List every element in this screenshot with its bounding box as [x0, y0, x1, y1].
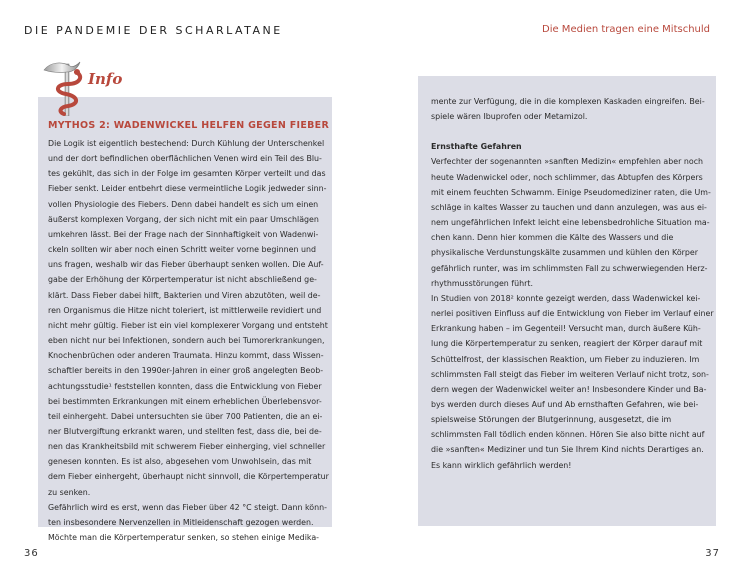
page-number-left: 36 — [24, 548, 39, 559]
text-line: zu senken. — [48, 487, 91, 497]
text-line: Erkrankung haben – im Gegenteil! Versucht man, durch äußere Küh- — [431, 324, 701, 334]
text-line: achtungsstudie¹ feststellen konnten, dass die Entwicklung von Fieber — [48, 381, 322, 391]
text-line: klärt. Dass Fieber dabei hilft, Bakterien und Viren abzutöten, weil de- — [48, 290, 321, 300]
text-line: Fieber senkt. Leider entbehrt diese vermeintliche Logik jedweder sinn- — [48, 184, 327, 194]
text-line: und der dort befindlichen oberflächlichen Venen wird ein Teil des Blu- — [48, 154, 322, 164]
text-line: uns fragen, weshalb wir das Fieber überhaupt senken wollen. Die Auf- — [48, 260, 324, 270]
text-line: schaftler bereits in den 1990er-Jahren in einer groß angelegten Beob- — [48, 366, 324, 376]
text-line: genesen konnten. Es ist also, abgesehen vom Unwohlsein, das mit — [48, 457, 312, 467]
text-line: ckeln sollten wir aber noch einen Schritt weiter vorne beginnen und — [48, 245, 316, 255]
text-line: ten insbesondere Nervenzellen in Mitleidenschaft gezogen werden. — [48, 517, 314, 527]
text-line: teil einhergeht. Dabei untersuchten sie über 700 Patienten, die an ei- — [48, 411, 323, 421]
text-line: Knochenbrüchen oder anderen Traumata. Hinzu kommt, dass Wissen- — [48, 351, 324, 361]
staff-with-snake-icon — [40, 58, 90, 116]
running-head-right: Die Medien tragen eine Mitschuld — [542, 24, 710, 35]
text-line: Möchte man die Körpertemperatur senken, so stehen einige Medika- — [48, 533, 319, 543]
text-line: nen das Krankheitsbild mit schwerem Fieber einherging, viel schneller — [48, 442, 326, 452]
text-line: ren Organismus die Hitze nicht toleriert, ist mittlerweile revidiert und — [48, 305, 322, 315]
text-line: gabe der Erhöhung der Körpertemperatur ist nicht abschließend ge- — [48, 275, 317, 285]
text-line: chen kann. Denn hier kommen die Kälte des Wassers und die — [431, 233, 674, 243]
text-line: Die Logik ist eigentlich bestechend: Durch Kühlung der Unterschenkel — [48, 139, 325, 148]
text-line: gefährlich runter, was im schlimmsten Fall zu schwerwiegenden Herz- — [431, 263, 708, 273]
text-line: die »sanften« Mediziner und tun Sie Ihrem Kind nichts Derartiges an. — [431, 445, 704, 455]
text-line: tes gekühlt, das sich in der Folge im gesamten Körper verteilt und das — [48, 169, 326, 179]
running-head-left: DIE PANDEMIE DER SCHARLATANE — [24, 24, 283, 37]
info-box-title: MYTHOS 2: WADENWICKEL HELFEN GEGEN FIEBER — [48, 120, 330, 131]
text-line: spielsweise Störungen der Blutgerinnung, ausgesetzt, die im — [431, 415, 672, 425]
text-line: dem Fieber einhergeht, überhaupt nicht sinnvoll, die Körpertemperatur — [48, 472, 329, 482]
text-line: In Studien von 2018² konnte gezeigt werden, dass Wadenwickel kei- — [431, 293, 701, 303]
text-line: Verfechter der sogenannten »sanften Medizin« empfehlen aber noch — [431, 157, 704, 167]
text-line: äußerst komplexen Vorgang, der sich nicht mit ein paar Umschlägen — [48, 214, 319, 224]
text-line: Gefährlich wird es erst, wenn das Fieber über 42 °C steigt. Dann könn- — [48, 502, 327, 512]
text-line: bys werden durch dieses Auf und Ab ernsthaften Gefahren, wie bei- — [431, 399, 699, 409]
text-line: nicht mehr gültig. Fieber ist ein viel komplexerer Vorgang und entsteht — [48, 320, 328, 330]
right-column-text — [431, 94, 714, 473]
text-line: eben nicht nur bei Infektionen, sondern auch bei Tumorerkrankungen, — [48, 336, 325, 346]
text-line: schlimmsten Fall steigt das Fieber im weiteren Verlauf nicht trotz, son- — [431, 369, 709, 379]
text-line: mit einem feuchten Schwamm. Einige Pseudomediziner raten, die Um- — [431, 187, 711, 197]
text-line: schlimmsten Fall tödlich enden können. Hören Sie also bitte nicht auf — [431, 430, 705, 440]
paragraph-gap — [431, 124, 707, 139]
info-label: Info — [88, 70, 123, 88]
text-line: mente zur Verfügung, die in die komplexen Kaskaden eingreifen. Bei- — [431, 97, 705, 106]
text-line: heute Wadenwickel oder, noch schlimmer, das Abtupfen des Körpers — [431, 172, 703, 182]
text-line: physikalische Verdunstungskälte zusammen und kühlen den Körper — [431, 248, 699, 258]
text-line: bei bestimmten Erkrankungen mit einem erheblichen Überlebensvor- — [48, 396, 322, 406]
text-line: ner Blutvergiftung erkrankt waren, und stellten fest, dass die, bei de- — [48, 426, 322, 436]
text-line: nem ungefährlichen Infekt leicht eine lebensbedrohliche Situation ma- — [431, 218, 710, 228]
subheading: Ernsthafte Gefahren — [431, 142, 522, 152]
text-line: nerlei positiven Einfluss auf die Entwicklung von Fieber im Verlauf einer — [431, 309, 714, 319]
text-line: schläge in kaltes Wasser zu tauchen und dann anzulegen, was aus ei- — [431, 202, 707, 212]
text-line: vollen Physiologie des Fiebers. Denn dabei handelt es sich um einen — [48, 199, 319, 209]
text-line: lung die Körpertemperatur zu senken, reagiert der Körper darauf mit — [431, 339, 703, 349]
text-line: spiele wären Ibuprofen oder Metamizol. — [431, 112, 588, 122]
text-line: Es kann wirklich gefährlich werden! — [431, 460, 572, 470]
text-line: dern wegen der Wadenwickel weiter an! Insbesondere Kinder und Ba- — [431, 384, 707, 394]
left-column-text — [48, 136, 329, 545]
text-line: umkehren lässt. Bei der Frage nach der Sinnhaftigkeit von Wadenwi- — [48, 229, 319, 239]
text-line: Schüttelfrost, der klassischen Reaktion, um Fieber zu induzieren. Im — [431, 354, 700, 364]
text-line: rhythmusstörungen führt. — [431, 278, 533, 288]
page-number-right: 37 — [705, 548, 720, 559]
